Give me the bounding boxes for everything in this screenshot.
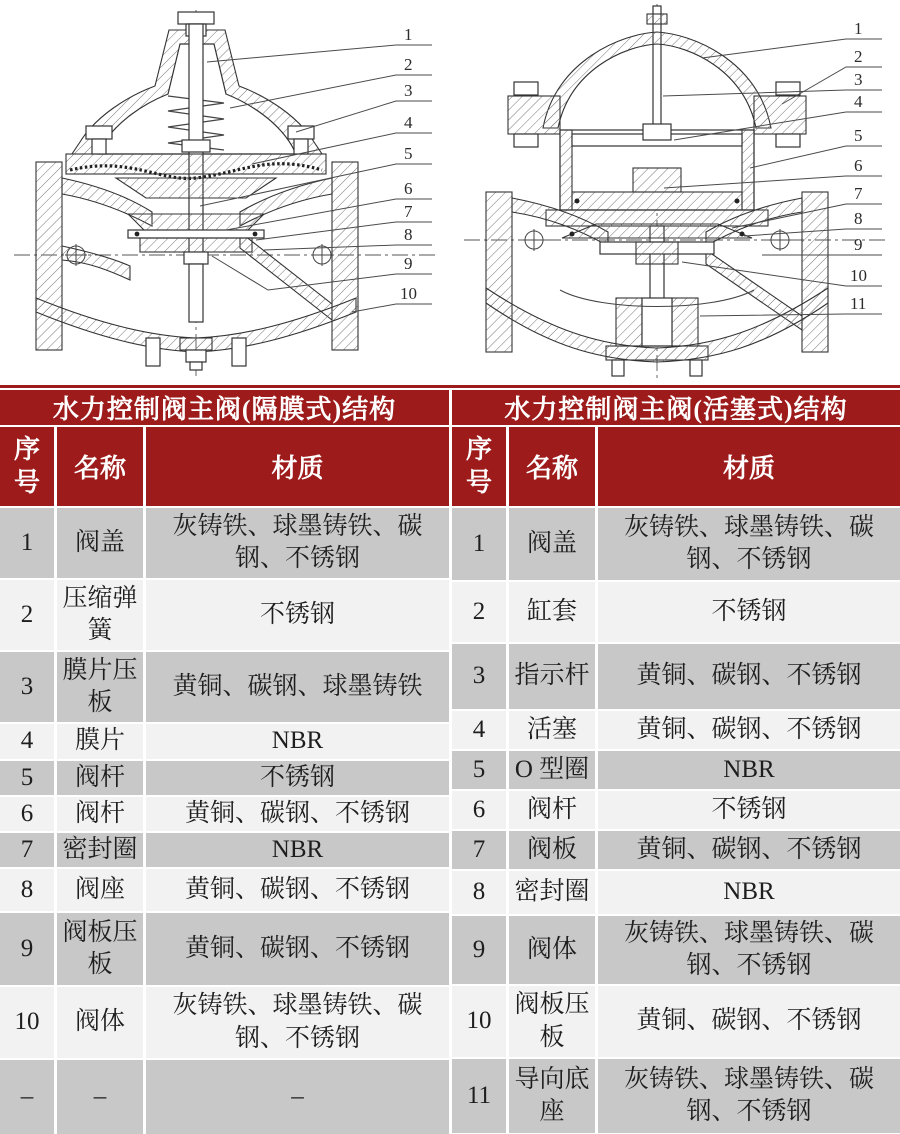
flange-bolt-left (86, 126, 112, 139)
callout-label: 6 (404, 179, 413, 198)
cell-no: 11 (452, 1059, 509, 1133)
cell-name: 活塞 (509, 711, 598, 749)
table-row (452, 751, 900, 791)
cell-no: 9 (0, 913, 57, 985)
seal-dot (570, 232, 575, 237)
body-foot-right (232, 338, 246, 366)
cell-material: 黄铜、碳钢、不锈钢 (146, 869, 449, 911)
cell-name: 阀盖 (509, 508, 598, 580)
table-row (0, 761, 449, 797)
guide-seat-channel (642, 298, 672, 346)
cell-material: 灰铸铁、球墨铸铁、碳钢、不锈钢 (598, 1059, 900, 1133)
indicator-nut (647, 14, 667, 24)
table-row (452, 1059, 900, 1133)
callout-label: 5 (854, 126, 863, 145)
cell-name: 阀盖 (57, 508, 146, 578)
cell-no: 6 (0, 797, 57, 831)
cell-material: 黄铜、碳钢、不锈钢 (146, 913, 449, 985)
callout-label: 7 (404, 202, 413, 221)
table-row (452, 582, 900, 644)
cell-material: 灰铸铁、球墨铸铁、碳钢、不锈钢 (146, 987, 449, 1058)
cell-material: 不锈钢 (598, 791, 900, 829)
cell-material: 不锈钢 (146, 580, 449, 650)
bonnet-flange (66, 154, 326, 174)
seal-dot (135, 232, 140, 237)
dome-bolt-left-bottom (514, 134, 538, 147)
cell-material: 黄铜、碳钢、球墨铸铁 (146, 652, 449, 722)
cell-material: 黄铜、碳钢、不锈钢 (598, 986, 900, 1057)
table-title: 水力控制阀主阀(活塞式)结构 (452, 390, 900, 427)
table-row (0, 652, 449, 724)
callout-label: 9 (854, 235, 863, 254)
callout-label: 10 (400, 284, 417, 303)
valve-drawings (0, 0, 900, 385)
disc-plate (562, 224, 752, 238)
column-header-material: 材质 (146, 427, 449, 506)
callout-label: 3 (404, 81, 413, 100)
table-row (452, 831, 900, 871)
column-header-no: 序号 (452, 427, 509, 506)
cell-no: 6 (452, 791, 509, 829)
cell-no: 8 (452, 871, 509, 914)
table-body (0, 508, 449, 1134)
callout-label: 11 (850, 294, 867, 313)
callout-label: 4 (404, 113, 413, 132)
table-row (0, 869, 449, 913)
disc-nut (184, 252, 208, 264)
dome-bolt-left-top (514, 82, 538, 95)
cell-name: 导向底座 (509, 1059, 598, 1133)
bottom-bolt-tip (190, 362, 202, 370)
table-row (0, 580, 449, 652)
table-row (0, 724, 449, 761)
dome-flange-right (754, 96, 806, 134)
cell-material: 灰铸铁、球墨铸铁、碳钢、不锈钢 (598, 916, 900, 984)
outlet-flange (332, 162, 358, 350)
callout-label: 3 (854, 70, 863, 89)
cell-name: – (57, 1060, 146, 1134)
cell-material: NBR (598, 751, 900, 789)
disc-hub (636, 242, 678, 264)
table-row (0, 508, 449, 580)
table-row (0, 987, 449, 1060)
table-row (452, 916, 900, 986)
cell-name: 阀板压板 (57, 913, 146, 985)
cell-no: 1 (452, 508, 509, 580)
outlet-flange (802, 192, 828, 352)
table-header (452, 427, 900, 508)
callout-label: 4 (854, 92, 863, 111)
cell-material: 灰铸铁、球墨铸铁、碳钢、不锈钢 (598, 508, 900, 580)
cell-name: 缸套 (509, 582, 598, 642)
cell-no: 4 (0, 724, 57, 759)
diaphragm-valve-drawing (0, 0, 450, 385)
guide-foot-right (690, 360, 702, 376)
inlet-flange (486, 192, 512, 352)
callout-label: 6 (854, 156, 863, 175)
top-bolt-head (178, 12, 214, 24)
piston (572, 192, 742, 210)
cell-no: 5 (452, 751, 509, 789)
guide-foot-left (612, 360, 624, 376)
column-header-name: 名称 (509, 427, 598, 506)
cell-name: 阀杆 (57, 797, 146, 831)
seal-ring (128, 230, 264, 238)
callout-label: 1 (404, 25, 413, 44)
cell-name: 阀板 (509, 831, 598, 869)
cell-material: 不锈钢 (598, 582, 900, 642)
cell-material: NBR (146, 724, 449, 759)
piston-boss (633, 168, 681, 192)
cell-name: 膜片 (57, 724, 146, 759)
cell-material: 黄铜、碳钢、不锈钢 (598, 711, 900, 749)
o-ring-dot (735, 199, 740, 204)
cell-material: 黄铜、碳钢、不锈钢 (598, 644, 900, 709)
cell-name: 阀板压板 (509, 986, 598, 1057)
column-header-no: 序号 (0, 427, 57, 506)
dome-bolt-right-top (776, 82, 800, 95)
callout-label: 8 (404, 225, 413, 244)
cell-no: 10 (0, 987, 57, 1058)
dome-flange-left (508, 96, 560, 134)
table-row (452, 508, 900, 582)
cell-material: 黄铜、碳钢、不锈钢 (146, 797, 449, 831)
cell-no: 7 (452, 831, 509, 869)
callout-label: 10 (850, 266, 867, 285)
diaphragm-structure-table (0, 390, 449, 1134)
cell-no: 3 (452, 644, 509, 709)
body-foot-left (146, 338, 160, 366)
table-row (0, 913, 449, 987)
table-row (0, 797, 449, 833)
column-header-material: 材质 (598, 427, 900, 506)
callout-label: 5 (404, 144, 413, 163)
body-partition (240, 232, 332, 320)
cell-no: 3 (0, 652, 57, 722)
cell-no: 2 (452, 582, 509, 642)
cell-material: – (146, 1060, 449, 1134)
table-header (0, 427, 449, 508)
cell-name: 膜片压板 (57, 652, 146, 722)
cell-name: 阀座 (57, 869, 146, 911)
callout-label: 9 (404, 254, 413, 273)
callout-label: 2 (404, 55, 413, 74)
table-body (452, 508, 900, 1133)
lower-stem (189, 264, 203, 322)
disc-plate (128, 214, 264, 230)
cylinder-wall-right (742, 130, 754, 210)
piston-valve-drawing (450, 0, 900, 385)
seal-dot (740, 232, 745, 237)
cell-no: 10 (452, 986, 509, 1057)
piston-structure-table (452, 390, 900, 1134)
cell-name: 阀杆 (57, 761, 146, 795)
o-ring-dot (575, 199, 580, 204)
cell-material: NBR (146, 833, 449, 867)
piston-nut (643, 124, 671, 140)
table-row (0, 1060, 449, 1134)
cell-name: O 型圈 (509, 751, 598, 789)
callout-label: 1 (854, 19, 863, 38)
cylinder-wall-left (560, 130, 572, 210)
cell-name: 阀体 (57, 987, 146, 1058)
cell-no: 8 (0, 869, 57, 911)
callout-label: 7 (854, 184, 863, 203)
flange-bolt-right-shank (294, 139, 308, 154)
cell-name: 密封圈 (509, 871, 598, 914)
cell-no: 9 (452, 916, 509, 984)
callout-label: 8 (854, 209, 863, 228)
cell-no: 2 (0, 580, 57, 650)
cell-no: 1 (0, 508, 57, 578)
cell-name: 压缩弹簧 (57, 580, 146, 650)
cell-material: 灰铸铁、球墨铸铁、碳钢、不锈钢 (146, 508, 449, 578)
table-title: 水力控制阀主阀(隔膜式)结构 (0, 390, 449, 427)
table-row (452, 986, 900, 1059)
flange-bolt-left-shank (92, 139, 106, 154)
cell-name: 阀杆 (509, 791, 598, 829)
dome-bolt-right-bottom (776, 134, 800, 147)
column-header-name: 名称 (57, 427, 146, 506)
cell-no: 4 (452, 711, 509, 749)
valve-seat (140, 238, 252, 252)
bottom-boss (180, 338, 212, 350)
table-row (452, 711, 900, 751)
table-row (0, 833, 449, 869)
cell-name: 密封圈 (57, 833, 146, 867)
stem-collar (182, 140, 210, 152)
cell-no: 7 (0, 833, 57, 867)
callout-label: 2 (854, 47, 863, 66)
seal-dot (253, 232, 258, 237)
table-row (452, 871, 900, 916)
cell-name: 指示杆 (509, 644, 598, 709)
cell-no: – (0, 1060, 57, 1134)
table-row (452, 644, 900, 711)
spec-tables (0, 390, 900, 1134)
cell-material: NBR (598, 871, 900, 914)
cell-name: 阀体 (509, 916, 598, 984)
inlet-flange (36, 162, 62, 350)
cell-no: 5 (0, 761, 57, 795)
table-row (452, 791, 900, 831)
bottom-nut (186, 350, 206, 362)
cell-material: 不锈钢 (146, 761, 449, 795)
cell-material: 黄铜、碳钢、不锈钢 (598, 831, 900, 869)
